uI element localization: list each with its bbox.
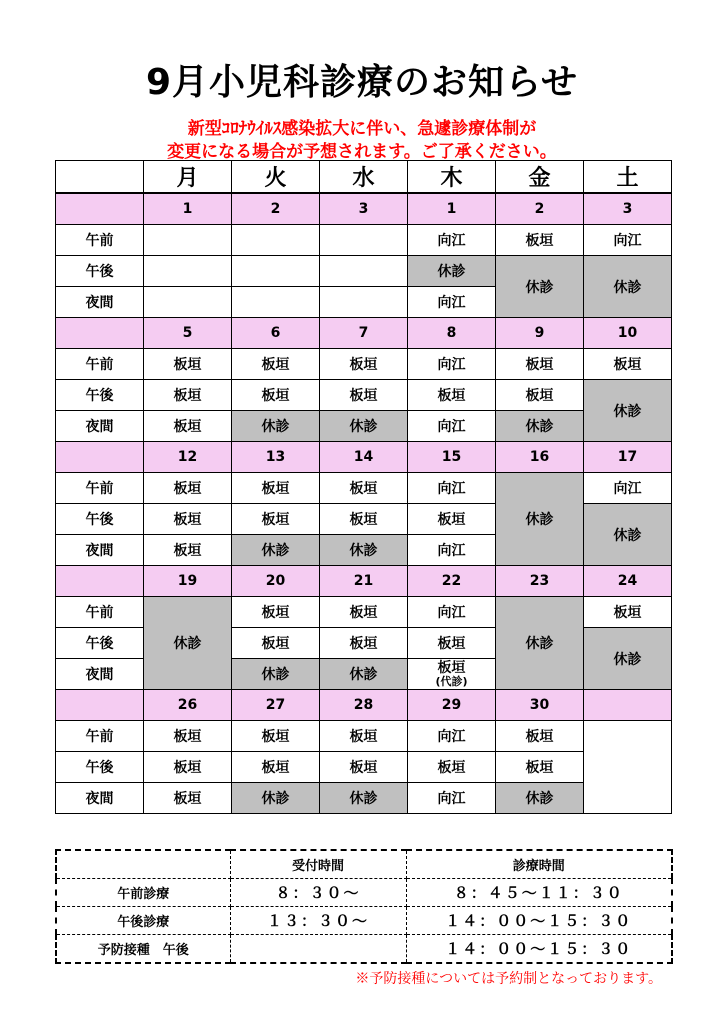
hours-label: 予防接種 午後 <box>56 935 230 964</box>
date-cell: 6 <box>232 318 320 349</box>
schedule-cell <box>320 225 408 256</box>
schedule-cell: 板垣 <box>232 504 320 535</box>
hours-label: 午前診療 <box>56 879 230 907</box>
weekday-mon: 月 <box>144 161 232 194</box>
reception-time: ８：３０～ <box>230 879 406 907</box>
date-row <box>56 566 672 597</box>
hours-row <box>56 907 672 935</box>
schedule-cell: 板垣 <box>584 349 672 380</box>
closed-cell: 休診 <box>320 535 408 566</box>
weekday-header-row <box>56 161 672 194</box>
schedule-cell: 向江 <box>408 783 496 814</box>
reception-time <box>230 935 406 964</box>
schedule-cell: 向江 <box>408 225 496 256</box>
substitute-doctor: 板垣 <box>437 659 466 676</box>
schedule-cell <box>232 225 320 256</box>
date-cell: 30 <box>496 690 584 721</box>
date-row <box>56 690 672 721</box>
closed-cell: 休診 <box>496 411 584 442</box>
date-cell: 3 <box>584 193 672 225</box>
slot-label: 午前 <box>56 473 144 504</box>
closed-cell: 休診 <box>584 504 672 566</box>
closed-cell: 休診 <box>320 783 408 814</box>
closed-cell: 休診 <box>496 256 584 318</box>
date-cell: 2 <box>496 193 584 225</box>
closed-cell: 休診 <box>232 659 320 690</box>
schedule-cell: 向江 <box>584 225 672 256</box>
date-label-cell <box>56 690 144 721</box>
schedule-cell: 板垣 <box>408 628 496 659</box>
schedule-cell: 板垣 <box>144 411 232 442</box>
schedule-cell: 板垣 <box>144 783 232 814</box>
date-cell: 15 <box>408 442 496 473</box>
schedule-cell: 板垣 <box>408 504 496 535</box>
reception-header: 受付時間 <box>230 850 406 879</box>
weekday-sat: 土 <box>584 161 672 194</box>
date-cell: 1 <box>144 193 232 225</box>
consult-time: １４：００～１５：３０ <box>406 907 672 935</box>
hours-row <box>56 879 672 907</box>
date-cell: 7 <box>320 318 408 349</box>
date-cell: 19 <box>144 566 232 597</box>
date-cell: 27 <box>232 690 320 721</box>
date-cell: 17 <box>584 442 672 473</box>
hours-row <box>56 935 672 964</box>
slot-row-afternoon <box>56 752 672 783</box>
schedule-cell: 向江 <box>408 535 496 566</box>
schedule-cell: 板垣 <box>320 721 408 752</box>
slot-row-night <box>56 783 672 814</box>
hours-corner-cell <box>56 850 230 879</box>
date-cell: 2 <box>232 193 320 225</box>
closed-cell: 休診 <box>584 256 672 318</box>
slot-label: 午後 <box>56 504 144 535</box>
schedule-cell <box>232 287 320 318</box>
date-row <box>56 442 672 473</box>
schedule-cell: 向江 <box>408 721 496 752</box>
schedule-cell: 向江 <box>408 473 496 504</box>
hours-label: 午後診療 <box>56 907 230 935</box>
schedule-cell: 板垣 <box>496 752 584 783</box>
schedule-cell: 板垣 <box>320 597 408 628</box>
schedule-cell: 板垣 <box>320 349 408 380</box>
date-cell: 16 <box>496 442 584 473</box>
date-cell: 10 <box>584 318 672 349</box>
substitute-note: (代診) <box>435 674 468 688</box>
closed-cell: 休診 <box>496 597 584 690</box>
slot-label: 夜間 <box>56 783 144 814</box>
date-cell: 9 <box>496 318 584 349</box>
schedule-cell: 板垣 <box>584 597 672 628</box>
weekday-fri: 金 <box>496 161 584 194</box>
schedule-cell: 板垣 <box>144 721 232 752</box>
date-label-cell <box>56 193 144 225</box>
schedule-cell <box>144 225 232 256</box>
date-cell: 26 <box>144 690 232 721</box>
date-cell: 1 <box>408 193 496 225</box>
schedule-cell: 板垣 <box>496 380 584 411</box>
reception-time: １３：３０～ <box>230 907 406 935</box>
schedule-cell <box>408 659 496 690</box>
date-cell: 12 <box>144 442 232 473</box>
schedule-cell: 板垣 <box>144 535 232 566</box>
schedule-cell: 板垣 <box>232 473 320 504</box>
date-cell: 24 <box>584 566 672 597</box>
slot-label: 午後 <box>56 752 144 783</box>
schedule-cell: 板垣 <box>144 752 232 783</box>
closed-cell: 休診 <box>232 535 320 566</box>
slot-row-morning <box>56 597 672 628</box>
schedule-table <box>55 160 672 814</box>
schedule-cell: 板垣 <box>408 380 496 411</box>
date-row <box>56 193 672 225</box>
closed-cell: 休診 <box>232 411 320 442</box>
empty-cell <box>584 721 672 814</box>
slot-label: 午前 <box>56 597 144 628</box>
consult-time: １４：００～１５：３０ <box>406 935 672 964</box>
notice-line-2: 変更になる場合が予想されます。ご了承ください。 <box>167 142 557 162</box>
schedule-cell: 板垣 <box>232 721 320 752</box>
slot-row-morning <box>56 721 672 752</box>
schedule-cell <box>144 287 232 318</box>
schedule-cell: 板垣 <box>144 349 232 380</box>
schedule-cell: 向江 <box>408 597 496 628</box>
date-cell: 23 <box>496 566 584 597</box>
consult-header: 診療時間 <box>406 850 672 879</box>
hours-header-row <box>56 850 672 879</box>
page-title: 9月小児科診療のお知らせ <box>146 62 578 103</box>
schedule-cell: 板垣 <box>496 225 584 256</box>
vaccination-note: ※予防接種については予約制となっております。 <box>355 971 662 987</box>
slot-label: 夜間 <box>56 411 144 442</box>
schedule-cell <box>320 287 408 318</box>
date-cell: 29 <box>408 690 496 721</box>
slot-label: 夜間 <box>56 659 144 690</box>
slot-row-afternoon <box>56 256 672 287</box>
slot-row-morning <box>56 225 672 256</box>
date-label-cell <box>56 318 144 349</box>
date-label-cell <box>56 566 144 597</box>
slot-row-afternoon <box>56 380 672 411</box>
notice-line-1: 新型ｺﾛﾅｳｲﾙｽ感染拡大に伴い、急遽診療体制が <box>187 119 537 139</box>
hours-table <box>55 849 673 964</box>
weekday-thu: 木 <box>408 161 496 194</box>
schedule-cell: 板垣 <box>144 473 232 504</box>
slot-row-night <box>56 411 672 442</box>
schedule-cell: 板垣 <box>408 752 496 783</box>
date-cell: 14 <box>320 442 408 473</box>
date-cell: 28 <box>320 690 408 721</box>
schedule-cell: 板垣 <box>320 628 408 659</box>
closed-cell: 休診 <box>320 411 408 442</box>
slot-label: 午後 <box>56 380 144 411</box>
slot-row-morning <box>56 349 672 380</box>
schedule-cell: 板垣 <box>232 752 320 783</box>
schedule-cell <box>144 256 232 287</box>
corner-cell <box>56 161 144 194</box>
closed-cell: 休診 <box>408 256 496 287</box>
slot-row-morning <box>56 473 672 504</box>
schedule-cell: 板垣 <box>320 473 408 504</box>
schedule-cell: 板垣 <box>496 349 584 380</box>
schedule-cell: 板垣 <box>320 752 408 783</box>
closed-cell: 休診 <box>144 597 232 690</box>
closed-cell: 休診 <box>232 783 320 814</box>
slot-label: 午後 <box>56 256 144 287</box>
schedule-cell: 板垣 <box>232 628 320 659</box>
weekday-wed: 水 <box>320 161 408 194</box>
date-cell: 8 <box>408 318 496 349</box>
slot-label: 午前 <box>56 225 144 256</box>
slot-label: 午前 <box>56 721 144 752</box>
schedule-cell: 板垣 <box>232 349 320 380</box>
closed-cell: 休診 <box>584 380 672 442</box>
date-cell: 3 <box>320 193 408 225</box>
slot-label: 夜間 <box>56 287 144 318</box>
slot-label: 午前 <box>56 349 144 380</box>
slot-label: 夜間 <box>56 535 144 566</box>
date-cell: 13 <box>232 442 320 473</box>
schedule-cell: 板垣 <box>144 380 232 411</box>
schedule-cell: 板垣 <box>232 380 320 411</box>
date-cell <box>584 690 672 721</box>
closed-cell: 休診 <box>320 659 408 690</box>
schedule-cell: 板垣 <box>320 504 408 535</box>
slot-label: 午後 <box>56 628 144 659</box>
schedule-cell: 板垣 <box>144 504 232 535</box>
consult-time: ８：４５～１１：３０ <box>406 879 672 907</box>
closed-cell: 休診 <box>496 783 584 814</box>
date-cell: 22 <box>408 566 496 597</box>
schedule-cell: 板垣 <box>320 380 408 411</box>
schedule-cell: 板垣 <box>232 597 320 628</box>
date-cell: 5 <box>144 318 232 349</box>
schedule-cell: 板垣 <box>496 721 584 752</box>
closed-cell: 休診 <box>584 628 672 690</box>
weekday-tue: 火 <box>232 161 320 194</box>
schedule-cell <box>320 256 408 287</box>
schedule-cell: 向江 <box>584 473 672 504</box>
date-cell: 20 <box>232 566 320 597</box>
schedule-cell: 向江 <box>408 411 496 442</box>
date-row <box>56 318 672 349</box>
date-cell: 21 <box>320 566 408 597</box>
date-label-cell <box>56 442 144 473</box>
schedule-cell <box>232 256 320 287</box>
schedule-cell: 向江 <box>408 349 496 380</box>
schedule-cell: 向江 <box>408 287 496 318</box>
closed-cell: 休診 <box>496 473 584 566</box>
